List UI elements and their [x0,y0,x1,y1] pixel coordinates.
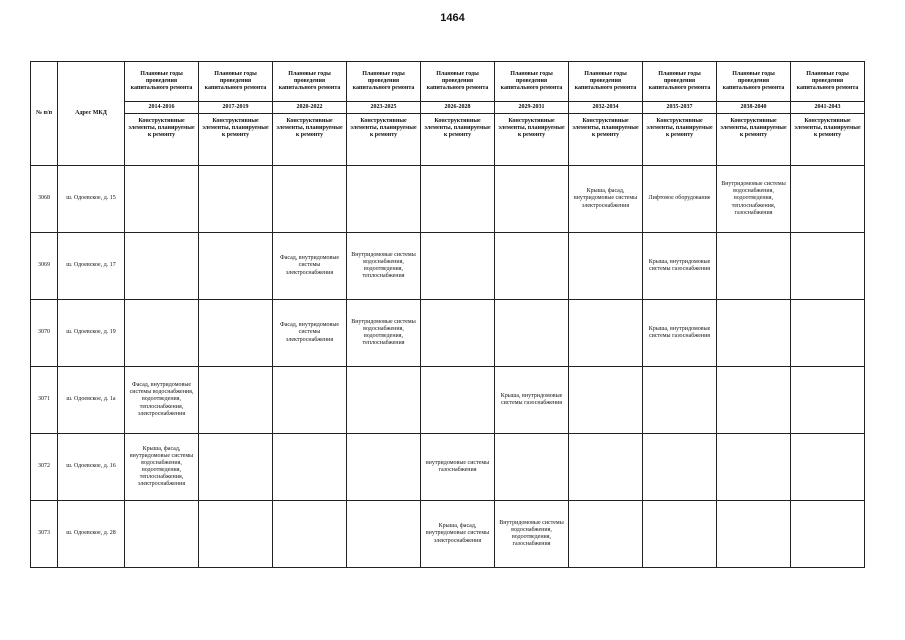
header-elements-label: Конструктивные элементы, планируемые к ремонту [569,114,643,166]
header-row-elements [31,114,865,166]
repair-elements-cell [125,501,199,568]
repair-elements-cell [569,300,643,367]
repair-elements-cell [273,501,347,568]
header-period-years: 2020-2022 [273,102,347,114]
repair-elements-cell [495,434,569,501]
repair-elements-cell [717,501,791,568]
repair-elements-cell: Крыша, внутридомовые системы газоснабжения [643,300,717,367]
table-body [31,166,865,568]
repair-schedule-table [30,61,865,568]
repair-elements-cell [791,166,865,233]
repair-elements-cell [791,501,865,568]
header-period-title: Плановые годы проведения капитального ремонта [643,62,717,102]
repair-elements-cell: внутридомовые системы газоснабжения [421,434,495,501]
header-period-years: 2017-2019 [199,102,273,114]
repair-elements-cell [199,166,273,233]
row-address: ш. Одоевское, д. 17 [58,233,125,300]
repair-elements-cell: Внутридомовые системы водоснабжения, водоотведения, теплоснабжения [347,233,421,300]
repair-elements-cell [347,166,421,233]
row-address: ш. Одоевское, д. 16 [58,434,125,501]
repair-elements-cell [717,367,791,434]
header-number: № п/п [31,62,58,166]
repair-elements-cell [125,166,199,233]
repair-elements-cell [347,367,421,434]
repair-elements-cell [125,233,199,300]
row-number: 3070 [31,300,58,367]
repair-elements-cell [347,434,421,501]
repair-elements-cell: Внутридомовые системы водоснабжения, водоотведения, теплоснабжения [347,300,421,367]
repair-elements-cell: Крыша, фасад, внутридомовые системы электроснабжения [569,166,643,233]
repair-elements-cell [273,434,347,501]
repair-elements-cell [569,367,643,434]
repair-elements-cell: Фасад, внутридомовые системы водоснабжения, водоотведения, теплоснабжения, электроснабжения [125,367,199,434]
repair-elements-cell: Внутридомовые системы водоснабжения, водоотведения, теплоснабжения, газоснабжения [717,166,791,233]
repair-elements-cell [199,233,273,300]
row-address: ш. Одоевское, д. 28 [58,501,125,568]
repair-elements-cell [495,300,569,367]
table-row [31,233,865,300]
repair-elements-cell [569,501,643,568]
repair-elements-cell: Внутридомовые системы водоснабжения, водоотведения, газоснабжения [495,501,569,568]
repair-elements-cell [717,434,791,501]
header-elements-label: Конструктивные элементы, планируемые к ремонту [421,114,495,166]
table-row [31,166,865,233]
header-period-title: Плановые годы проведения капитального ремонта [717,62,791,102]
repair-elements-cell [791,300,865,367]
repair-elements-cell [199,434,273,501]
repair-elements-cell: Крыша, внутридомовые системы газоснабжения [643,233,717,300]
repair-elements-cell [421,166,495,233]
header-row-titles [31,62,865,102]
repair-elements-cell [495,166,569,233]
header-elements-label: Конструктивные элементы, планируемые к ремонту [717,114,791,166]
row-number: 3072 [31,434,58,501]
repair-elements-cell [569,233,643,300]
header-period-title: Плановые годы проведения капитального ремонта [569,62,643,102]
repair-elements-cell: Крыша, фасад, внутридомовые системы электроснабжения [421,501,495,568]
header-elements-label: Конструктивные элементы, планируемые к ремонту [791,114,865,166]
header-elements-label: Конструктивные элементы, планируемые к ремонту [273,114,347,166]
repair-elements-cell [199,367,273,434]
repair-elements-cell: Фасад, внутридомовые системы электроснабжения [273,233,347,300]
row-number: 3073 [31,501,58,568]
repair-elements-cell: Крыша, внутридомовые системы газоснабжения [495,367,569,434]
repair-elements-cell [643,434,717,501]
repair-elements-cell [569,434,643,501]
table-row [31,501,865,568]
repair-elements-cell [791,434,865,501]
header-period-title: Плановые годы проведения капитального ремонта [273,62,347,102]
repair-elements-cell [791,367,865,434]
header-elements-label: Конструктивные элементы, планируемые к ремонту [125,114,199,166]
repair-elements-cell: Лифтовое оборудование [643,166,717,233]
row-number: 3069 [31,233,58,300]
repair-elements-cell [717,300,791,367]
repair-elements-cell [495,233,569,300]
repair-elements-cell [273,367,347,434]
row-address: ш. Одоевское, д. 19 [58,300,125,367]
repair-elements-cell [791,233,865,300]
header-period-title: Плановые годы проведения капитального ремонта [495,62,569,102]
row-number: 3068 [31,166,58,233]
table-row [31,434,865,501]
header-period-years: 2014-2016 [125,102,199,114]
header-period-years: 2041-2043 [791,102,865,114]
header-period-years: 2035-2037 [643,102,717,114]
repair-elements-cell [199,501,273,568]
repair-elements-cell [643,367,717,434]
repair-elements-cell [717,233,791,300]
table-row [31,300,865,367]
page-number: 1464 [440,12,465,24]
header-period-title: Плановые годы проведения капитального ремонта [347,62,421,102]
header-row-periods [31,102,865,114]
header-period-title: Плановые годы проведения капитального ремонта [421,62,495,102]
header-elements-label: Конструктивные элементы, планируемые к ремонту [199,114,273,166]
header-period-years: 2032-2034 [569,102,643,114]
repair-elements-cell [125,300,199,367]
repair-elements-cell [273,166,347,233]
header-address: Адрес МКД [58,62,125,166]
repair-elements-cell [421,367,495,434]
table-row [31,367,865,434]
header-period-years: 2029-2031 [495,102,569,114]
row-number: 3071 [31,367,58,434]
row-address: ш. Одоевское, д. 1а [58,367,125,434]
repair-elements-cell [421,300,495,367]
repair-elements-cell [347,501,421,568]
header-period-years: 2023-2025 [347,102,421,114]
header-period-title: Плановые годы проведения капитального ремонта [125,62,199,102]
header-period-title: Плановые годы проведения капитального ремонта [791,62,865,102]
header-elements-label: Конструктивные элементы, планируемые к ремонту [643,114,717,166]
repair-elements-cell [421,233,495,300]
header-elements-label: Конструктивные элементы, планируемые к ремонту [495,114,569,166]
header-period-years: 2038-2040 [717,102,791,114]
header-period-years: 2026-2028 [421,102,495,114]
repair-elements-cell: Фасад, внутридомовые системы электроснабжения [273,300,347,367]
repair-elements-cell [643,501,717,568]
repair-elements-cell: Крыша, фасад, внутридомовые системы водоснабжения, водоотведения, теплоснабжения, электроснабжения [125,434,199,501]
header-elements-label: Конструктивные элементы, планируемые к ремонту [347,114,421,166]
repair-elements-cell [199,300,273,367]
header-period-title: Плановые годы проведения капитального ремонта [199,62,273,102]
row-address: ш. Одоевское, д. 15 [58,166,125,233]
